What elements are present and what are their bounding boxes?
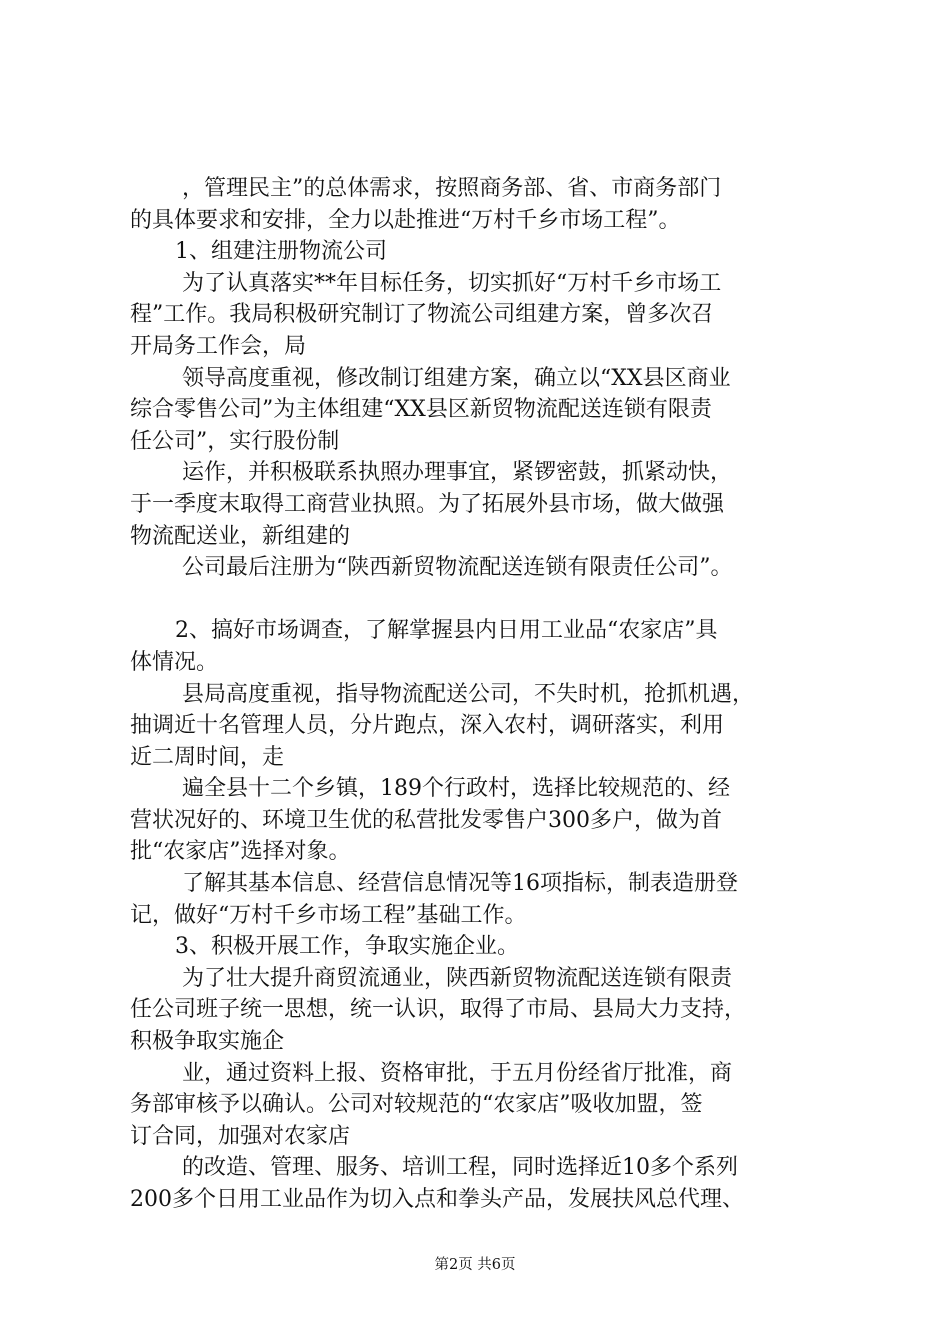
section-heading: 1、组建注册物流公司 — [175, 239, 387, 265]
text-line: 遍全县十二个乡镇，189个行政村，选择比较规范的、经 — [182, 776, 730, 802]
text-line: 任公司”，实行股份制 — [130, 428, 340, 454]
text-line: 公司最后注册为“陕西新贸物流配送连锁有限责任公司”。 — [182, 555, 733, 581]
text-line: 为了认真落实**年目标任务，切实抓好“万村千乡市场工 — [182, 270, 722, 296]
text-line: 开局务工作会，局 — [130, 333, 307, 359]
text-line: 积极争取实施企 — [130, 1029, 285, 1055]
text-line: 务部审核予以确认。公司对较规范的“农家店”吸收加盟，签 — [130, 1092, 703, 1118]
text-line: 了解其基本信息、经营信息情况等16项指标，制表造册登 — [182, 871, 738, 897]
document-body — [130, 173, 850, 1216]
text-line: 体情况。 — [130, 649, 219, 675]
section-heading: 3、积极开展工作，争取实施企业。 — [175, 934, 519, 960]
text-line: 的具体要求和安排，全力以赴推进“万村千乡市场工程”。 — [130, 207, 681, 233]
text-line: 记，做好“万村千乡市场工程”基础工作。 — [130, 902, 527, 928]
text-line: 200多个日用工业品作为切入点和拳头产品，发展扶风总代理、 — [130, 1187, 744, 1212]
text-line: 为了壮大提升商贸流通业，陕西新贸物流配送连锁有限责 — [182, 965, 733, 991]
text-line: 订合同，加强对农家店 — [130, 1123, 351, 1149]
text-line: 于一季度末取得工商营业执照。为了拓展外县市场，做大做强 — [130, 491, 725, 517]
text-line: 抽调近十名管理人员，分片跑点，深入农村，调研落实，利用 — [130, 713, 725, 739]
page-footer: 第2页 共6页 — [434, 1257, 516, 1273]
text-line: 批“农家店”选择对象。 — [130, 839, 351, 865]
text-line: 综合零售公司”为主体组建“XX县区新贸物流配送连锁有限责 — [130, 397, 712, 423]
blank-line — [130, 584, 850, 616]
text-line: 县局高度重视，指导物流配送公司，不失时机，抢抓机遇， — [182, 681, 755, 707]
text-line: 程”工作。我局积极研究制订了物流公司组建方案，曾多次召 — [130, 302, 714, 328]
text-line: 营状况好的、环境卫生优的私营批发零售户300多户，做为首 — [130, 807, 722, 833]
text-line: 业，通过资料上报、资格审批，于五月份经省厅批准，商 — [182, 1060, 733, 1086]
text-line: 近二周时间，走 — [130, 744, 285, 770]
text-line: 任公司班子统一思想，统一认识，取得了市局、县局大力支持， — [130, 997, 747, 1023]
text-line: 运作，并积极联系执照办理事宜，紧锣密鼓，抓紧动快， — [182, 460, 733, 486]
text-line: ，管理民主”的总体需求，按照商务部、省、市商务部门 — [182, 176, 722, 201]
section-heading: 2、搞好市场调查，了解掌握县内日用工业品“农家店”具 — [175, 618, 718, 644]
text-line: 物流配送业，新组建的 — [130, 523, 351, 549]
text-line: 领导高度重视，修改制订组建方案，确立以“XX县区商业 — [182, 365, 731, 391]
text-line: 的改造、管理、服务、培训工程，同时选择近10多个系列 — [182, 1155, 738, 1181]
